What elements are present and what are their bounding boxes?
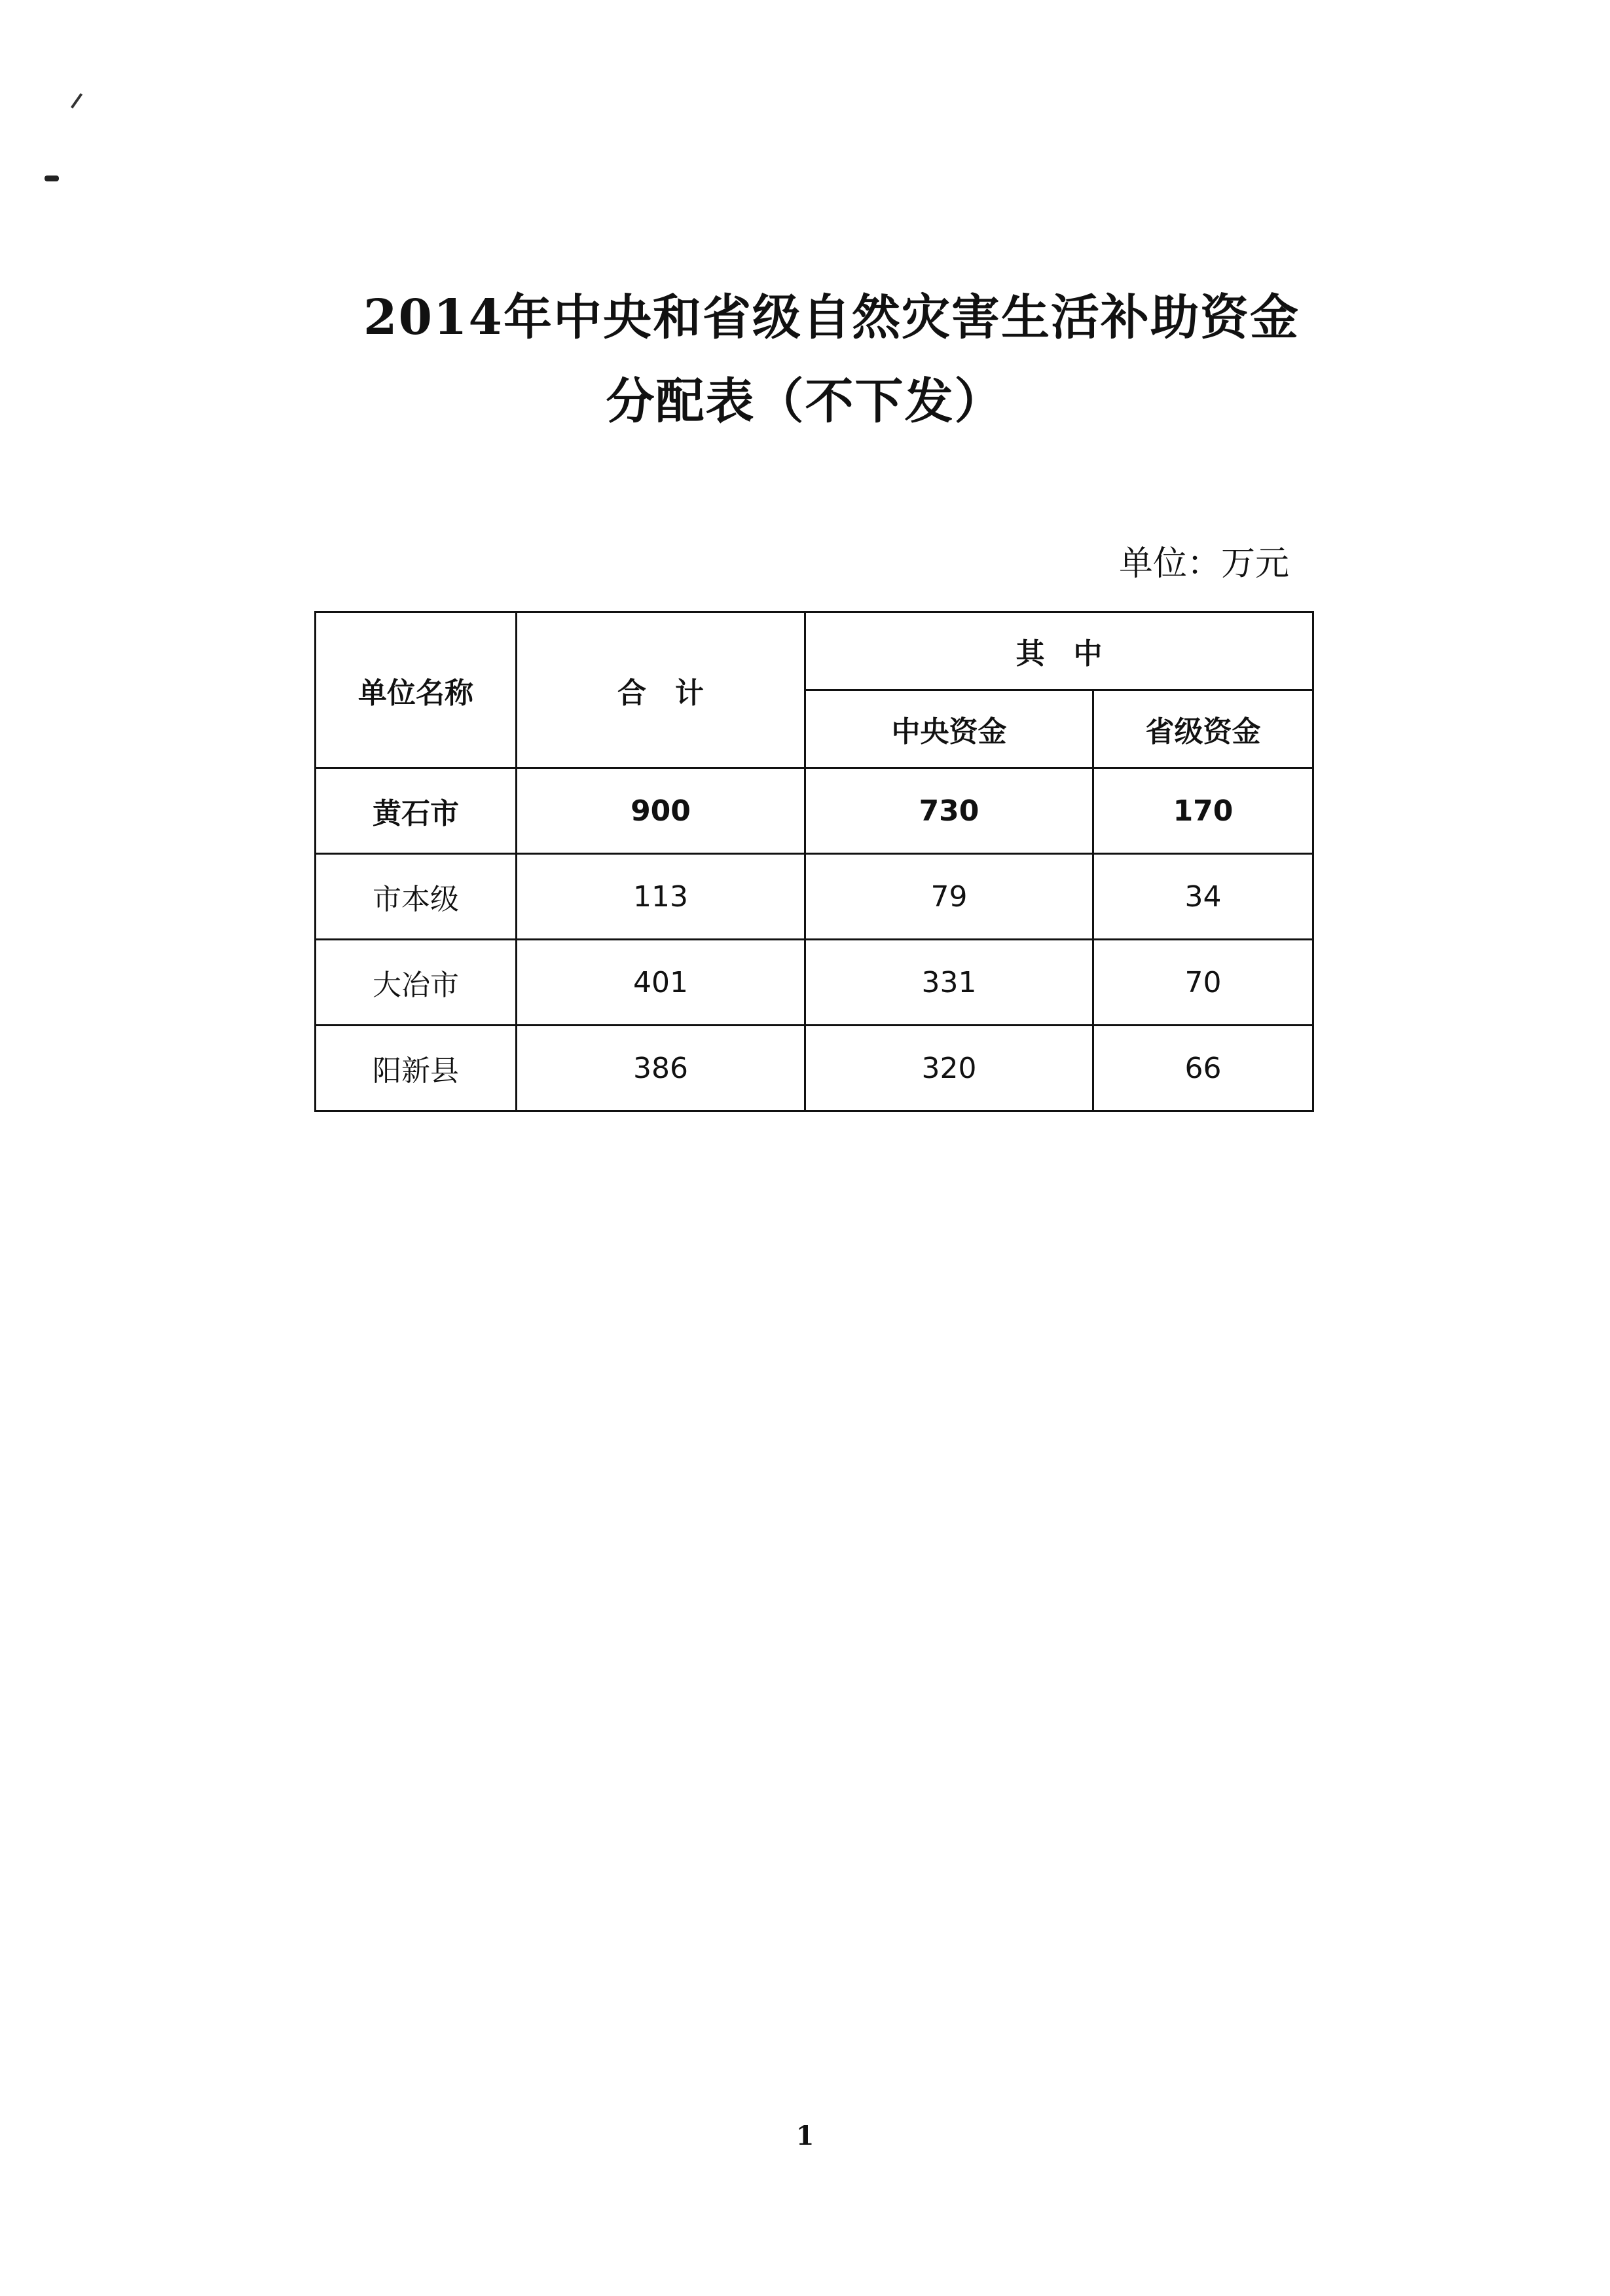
scan-mark xyxy=(45,176,59,181)
cell-provincial: 66 xyxy=(1093,1026,1313,1111)
cell-unit-name: 阳新县 xyxy=(316,1026,517,1111)
table-row xyxy=(316,854,1313,940)
table-row xyxy=(316,1026,1313,1111)
unit-label: 单位：万元 xyxy=(1118,544,1289,583)
cell-central: 79 xyxy=(805,854,1093,940)
scan-mark xyxy=(71,93,82,109)
table-row xyxy=(316,940,1313,1026)
header-provincial-funds: 省级资金 xyxy=(1093,690,1313,768)
allocation-table xyxy=(314,611,1314,1112)
cell-central: 730 xyxy=(805,768,1093,854)
page-number: 1 xyxy=(796,2120,814,2151)
cell-provincial: 170 xyxy=(1093,768,1313,854)
cell-total: 900 xyxy=(517,768,805,854)
cell-unit-name: 市本级 xyxy=(316,854,517,940)
header-of-which: 其 中 xyxy=(805,612,1313,690)
header-total: 合 计 xyxy=(517,612,805,768)
document-title-line-1: 2014年中央和省级自然灾害生活补助资金 xyxy=(363,289,1300,346)
document-title-line-2: 分配表（不下发） xyxy=(606,373,1004,430)
cell-central: 320 xyxy=(805,1026,1093,1111)
cell-total: 401 xyxy=(517,940,805,1026)
header-central-funds: 中央资金 xyxy=(805,690,1093,768)
table-header-row xyxy=(316,612,1313,690)
cell-unit-name: 黄石市 xyxy=(316,768,517,854)
cell-central: 331 xyxy=(805,940,1093,1026)
cell-provincial: 34 xyxy=(1093,854,1313,940)
cell-unit-name: 大冶市 xyxy=(316,940,517,1026)
header-unit-name: 单位名称 xyxy=(316,612,517,768)
cell-provincial: 70 xyxy=(1093,940,1313,1026)
table-row xyxy=(316,768,1313,854)
cell-total: 386 xyxy=(517,1026,805,1111)
cell-total: 113 xyxy=(517,854,805,940)
